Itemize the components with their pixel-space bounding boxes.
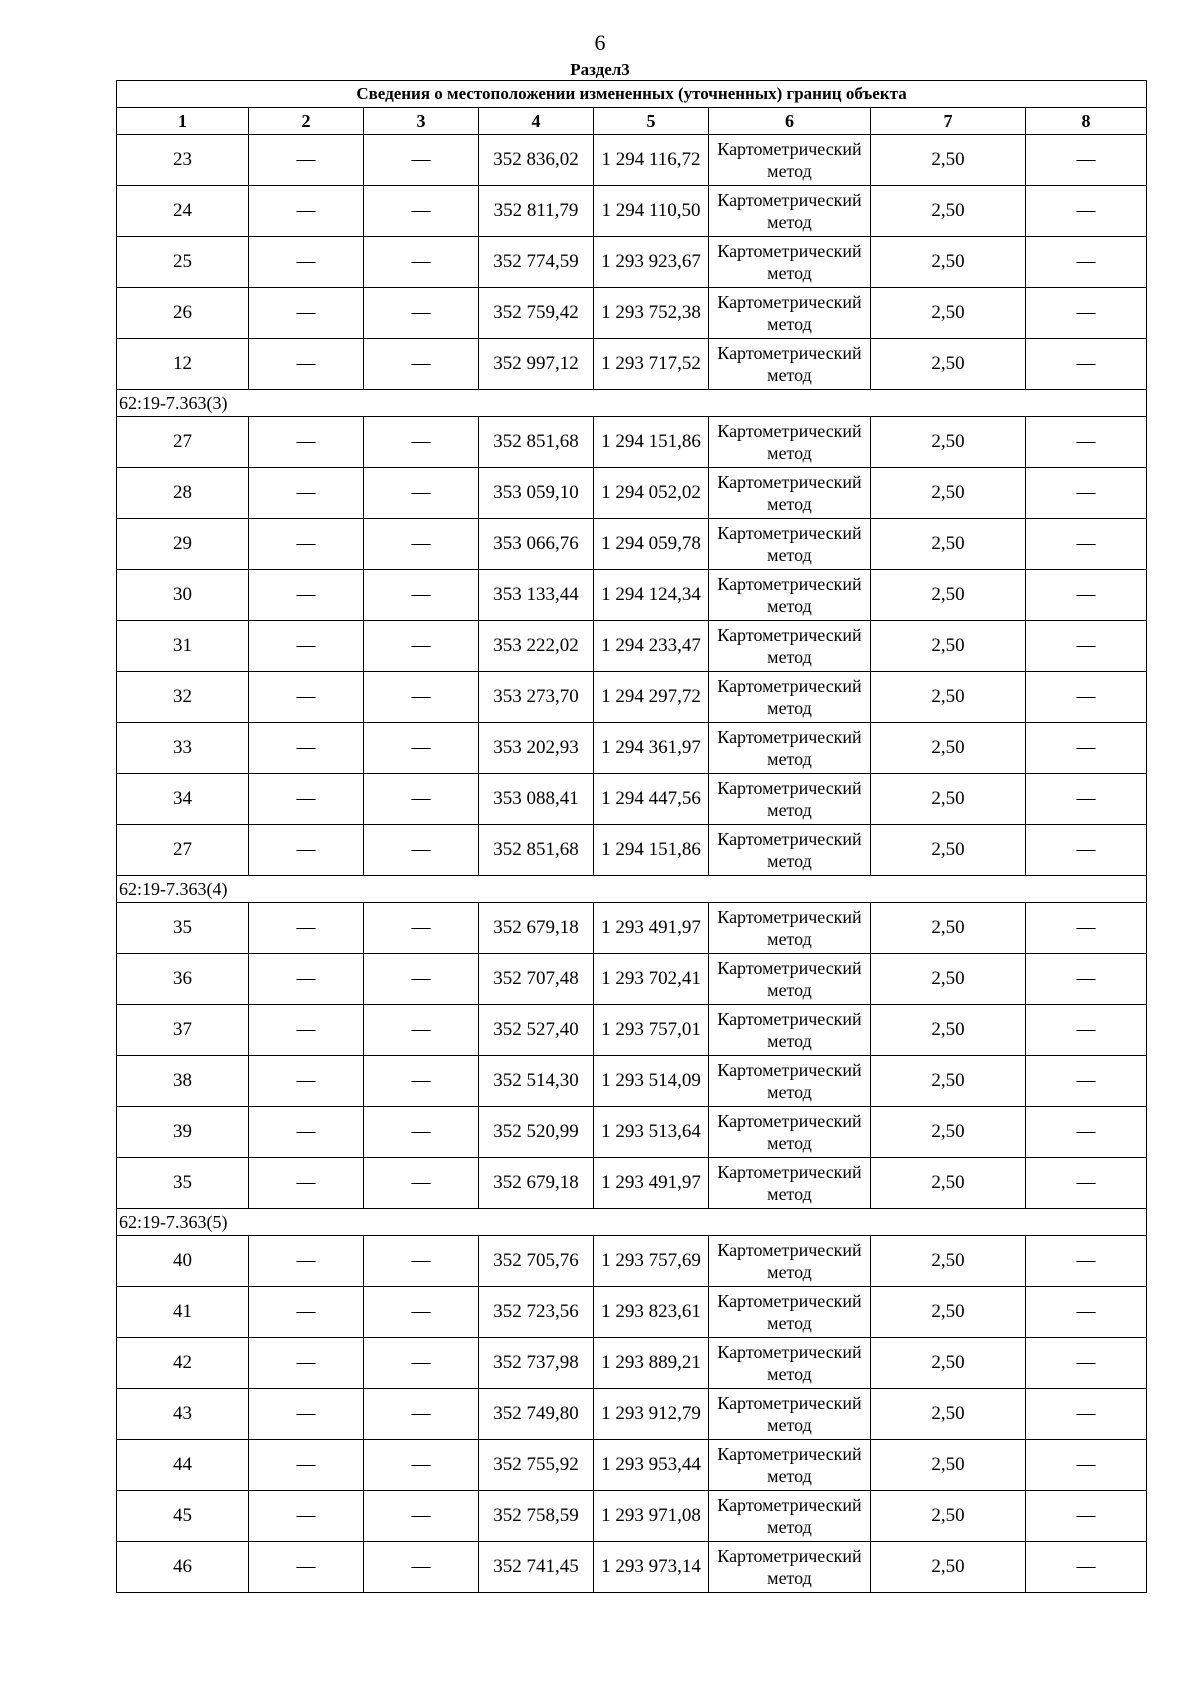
y-coordinate-cell: 1 294 297,72 [594,672,709,723]
point-number-cell: 46 [117,1542,249,1593]
point-number-cell: 41 [117,1287,249,1338]
column-2-cell: — [249,954,364,1005]
column-8-cell: — [1026,774,1147,825]
method-cell: Картометрический метод [709,1005,871,1056]
column-3-cell: — [364,519,479,570]
accuracy-cell: 2,50 [871,954,1026,1005]
x-coordinate-cell: 352 679,18 [479,1158,594,1209]
y-coordinate-cell: 1 293 912,79 [594,1389,709,1440]
column-8-cell: — [1026,1287,1147,1338]
table-row [117,1542,1147,1593]
column-number: 8 [1026,108,1147,135]
group-label: 62:19-7.363(3) [117,390,1147,417]
table-row [117,570,1147,621]
column-3-cell: — [364,723,479,774]
accuracy-cell: 2,50 [871,237,1026,288]
accuracy-cell: 2,50 [871,417,1026,468]
column-2-cell: — [249,1158,364,1209]
method-cell: Картометрический метод [709,1338,871,1389]
column-3-cell: — [364,825,479,876]
column-8-cell: — [1026,1005,1147,1056]
table-row [117,621,1147,672]
column-2-cell: — [249,1236,364,1287]
column-3-cell: — [364,903,479,954]
column-3-cell: — [364,1236,479,1287]
accuracy-cell: 2,50 [871,1338,1026,1389]
x-coordinate-cell: 353 202,93 [479,723,594,774]
table-row [117,135,1147,186]
table-row [117,774,1147,825]
column-3-cell: — [364,954,479,1005]
y-coordinate-cell: 1 293 717,52 [594,339,709,390]
column-2-cell: — [249,1287,364,1338]
y-coordinate-cell: 1 293 757,69 [594,1236,709,1287]
x-coordinate-cell: 352 723,56 [479,1287,594,1338]
column-3-cell: — [364,1491,479,1542]
point-number-cell: 25 [117,237,249,288]
accuracy-cell: 2,50 [871,672,1026,723]
point-number-cell: 31 [117,621,249,672]
method-cell: Картометрический метод [709,570,871,621]
column-2-cell: — [249,570,364,621]
group-header-row [117,1209,1147,1236]
column-8-cell: — [1026,903,1147,954]
table-row [117,723,1147,774]
x-coordinate-cell: 352 836,02 [479,135,594,186]
y-coordinate-cell: 1 294 052,02 [594,468,709,519]
method-cell: Картометрический метод [709,519,871,570]
column-3-cell: — [364,186,479,237]
column-8-cell: — [1026,1338,1147,1389]
column-8-cell: — [1026,1056,1147,1107]
column-number-row [117,108,1147,135]
method-cell: Картометрический метод [709,1056,871,1107]
point-number-cell: 42 [117,1338,249,1389]
x-coordinate-cell: 352 759,42 [479,288,594,339]
column-3-cell: — [364,1056,479,1107]
table-row [117,468,1147,519]
point-number-cell: 37 [117,1005,249,1056]
coordinates-table [116,80,1147,1593]
method-cell: Картометрический метод [709,237,871,288]
y-coordinate-cell: 1 293 889,21 [594,1338,709,1389]
point-number-cell: 39 [117,1107,249,1158]
column-2-cell: — [249,135,364,186]
column-8-cell: — [1026,1542,1147,1593]
method-cell: Картометрический метод [709,1389,871,1440]
column-3-cell: — [364,417,479,468]
point-number-cell: 27 [117,417,249,468]
column-2-cell: — [249,1107,364,1158]
table-row [117,339,1147,390]
column-2-cell: — [249,1338,364,1389]
column-2-cell: — [249,186,364,237]
point-number-cell: 40 [117,1236,249,1287]
method-cell: Картометрический метод [709,903,871,954]
table-row [117,1338,1147,1389]
column-3-cell: — [364,1338,479,1389]
point-number-cell: 35 [117,1158,249,1209]
x-coordinate-cell: 353 059,10 [479,468,594,519]
table-row [117,1491,1147,1542]
column-8-cell: — [1026,954,1147,1005]
column-2-cell: — [249,621,364,672]
point-number-cell: 44 [117,1440,249,1491]
table-row [117,1005,1147,1056]
column-2-cell: — [249,339,364,390]
group-label: 62:19-7.363(5) [117,1209,1147,1236]
group-header-row [117,390,1147,417]
method-cell: Картометрический метод [709,1158,871,1209]
column-8-cell: — [1026,621,1147,672]
table-row [117,1236,1147,1287]
column-number: 3 [364,108,479,135]
column-2-cell: — [249,723,364,774]
method-cell: Картометрический метод [709,825,871,876]
column-2-cell: — [249,774,364,825]
accuracy-cell: 2,50 [871,1158,1026,1209]
point-number-cell: 35 [117,903,249,954]
y-coordinate-cell: 1 294 059,78 [594,519,709,570]
column-3-cell: — [364,135,479,186]
column-number: 5 [594,108,709,135]
table-row [117,1158,1147,1209]
column-8-cell: — [1026,288,1147,339]
column-number: 1 [117,108,249,135]
x-coordinate-cell: 352 851,68 [479,417,594,468]
column-2-cell: — [249,1005,364,1056]
column-3-cell: — [364,621,479,672]
y-coordinate-cell: 1 293 973,14 [594,1542,709,1593]
point-number-cell: 30 [117,570,249,621]
point-number-cell: 26 [117,288,249,339]
column-8-cell: — [1026,135,1147,186]
column-2-cell: — [249,288,364,339]
x-coordinate-cell: 352 707,48 [479,954,594,1005]
x-coordinate-cell: 352 811,79 [479,186,594,237]
column-3-cell: — [364,1005,479,1056]
table-row [117,1287,1147,1338]
y-coordinate-cell: 1 293 491,97 [594,903,709,954]
method-cell: Картометрический метод [709,954,871,1005]
column-3-cell: — [364,237,479,288]
table-row [117,417,1147,468]
column-8-cell: — [1026,723,1147,774]
column-8-cell: — [1026,237,1147,288]
method-cell: Картометрический метод [709,1107,871,1158]
column-2-cell: — [249,519,364,570]
column-3-cell: — [364,1107,479,1158]
y-coordinate-cell: 1 293 953,44 [594,1440,709,1491]
x-coordinate-cell: 352 705,76 [479,1236,594,1287]
page-number: 6 [594,30,606,55]
point-number-cell: 12 [117,339,249,390]
column-3-cell: — [364,1542,479,1593]
column-3-cell: — [364,1158,479,1209]
accuracy-cell: 2,50 [871,903,1026,954]
y-coordinate-cell: 1 293 757,01 [594,1005,709,1056]
column-8-cell: — [1026,1236,1147,1287]
point-number-cell: 38 [117,1056,249,1107]
table-row [117,1440,1147,1491]
column-8-cell: — [1026,417,1147,468]
accuracy-cell: 2,50 [871,468,1026,519]
table-row [117,1107,1147,1158]
accuracy-cell: 2,50 [871,1287,1026,1338]
column-3-cell: — [364,1440,479,1491]
method-cell: Картометрический метод [709,339,871,390]
column-2-cell: — [249,825,364,876]
y-coordinate-cell: 1 293 752,38 [594,288,709,339]
y-coordinate-cell: 1 293 491,97 [594,1158,709,1209]
column-2-cell: — [249,1056,364,1107]
x-coordinate-cell: 353 088,41 [479,774,594,825]
y-coordinate-cell: 1 294 110,50 [594,186,709,237]
y-coordinate-cell: 1 294 151,86 [594,825,709,876]
x-coordinate-cell: 353 066,76 [479,519,594,570]
table-title-row [117,81,1147,108]
column-2-cell: — [249,1542,364,1593]
point-number-cell: 33 [117,723,249,774]
column-number: 2 [249,108,364,135]
column-number: 4 [479,108,594,135]
column-8-cell: — [1026,1107,1147,1158]
y-coordinate-cell: 1 293 923,67 [594,237,709,288]
x-coordinate-cell: 353 222,02 [479,621,594,672]
table-row [117,903,1147,954]
point-number-cell: 32 [117,672,249,723]
accuracy-cell: 2,50 [871,1491,1026,1542]
point-number-cell: 45 [117,1491,249,1542]
y-coordinate-cell: 1 293 702,41 [594,954,709,1005]
column-2-cell: — [249,1491,364,1542]
x-coordinate-cell: 352 737,98 [479,1338,594,1389]
x-coordinate-cell: 352 851,68 [479,825,594,876]
section-label: Раздел3 [570,60,630,79]
column-2-cell: — [249,1389,364,1440]
accuracy-cell: 2,50 [871,1236,1026,1287]
accuracy-cell: 2,50 [871,825,1026,876]
accuracy-cell: 2,50 [871,1542,1026,1593]
y-coordinate-cell: 1 293 514,09 [594,1056,709,1107]
accuracy-cell: 2,50 [871,1107,1026,1158]
column-3-cell: — [364,339,479,390]
table-row [117,672,1147,723]
x-coordinate-cell: 352 514,30 [479,1056,594,1107]
method-cell: Картометрический метод [709,774,871,825]
y-coordinate-cell: 1 294 124,34 [594,570,709,621]
method-cell: Картометрический метод [709,186,871,237]
method-cell: Картометрический метод [709,1236,871,1287]
method-cell: Картометрический метод [709,1491,871,1542]
x-coordinate-cell: 352 527,40 [479,1005,594,1056]
accuracy-cell: 2,50 [871,1389,1026,1440]
accuracy-cell: 2,50 [871,1005,1026,1056]
column-3-cell: — [364,672,479,723]
method-cell: Картометрический метод [709,468,871,519]
table-row [117,519,1147,570]
method-cell: Картометрический метод [709,135,871,186]
x-coordinate-cell: 352 741,45 [479,1542,594,1593]
method-cell: Картометрический метод [709,1440,871,1491]
point-number-cell: 23 [117,135,249,186]
point-number-cell: 36 [117,954,249,1005]
x-coordinate-cell: 352 755,92 [479,1440,594,1491]
accuracy-cell: 2,50 [871,135,1026,186]
x-coordinate-cell: 352 520,99 [479,1107,594,1158]
column-2-cell: — [249,417,364,468]
table-row [117,954,1147,1005]
table-title: Сведения о местоположении измененных (уточненных) границ объекта [117,81,1147,108]
column-3-cell: — [364,570,479,621]
method-cell: Картометрический метод [709,417,871,468]
accuracy-cell: 2,50 [871,723,1026,774]
point-number-cell: 24 [117,186,249,237]
table-row [117,825,1147,876]
method-cell: Картометрический метод [709,1542,871,1593]
column-8-cell: — [1026,1389,1147,1440]
method-cell: Картометрический метод [709,621,871,672]
point-number-cell: 28 [117,468,249,519]
group-header-row [117,876,1147,903]
point-number-cell: 34 [117,774,249,825]
column-8-cell: — [1026,468,1147,519]
point-number-cell: 43 [117,1389,249,1440]
column-8-cell: — [1026,825,1147,876]
method-cell: Картометрический метод [709,1287,871,1338]
column-2-cell: — [249,672,364,723]
y-coordinate-cell: 1 293 513,64 [594,1107,709,1158]
x-coordinate-cell: 352 679,18 [479,903,594,954]
column-8-cell: — [1026,570,1147,621]
x-coordinate-cell: 352 749,80 [479,1389,594,1440]
accuracy-cell: 2,50 [871,186,1026,237]
y-coordinate-cell: 1 294 116,72 [594,135,709,186]
point-number-cell: 27 [117,825,249,876]
column-3-cell: — [364,774,479,825]
y-coordinate-cell: 1 294 361,97 [594,723,709,774]
accuracy-cell: 2,50 [871,570,1026,621]
table-body [117,135,1147,1593]
x-coordinate-cell: 353 133,44 [479,570,594,621]
column-2-cell: — [249,468,364,519]
column-8-cell: — [1026,519,1147,570]
accuracy-cell: 2,50 [871,621,1026,672]
column-8-cell: — [1026,672,1147,723]
column-3-cell: — [364,1389,479,1440]
column-3-cell: — [364,468,479,519]
method-cell: Картометрический метод [709,672,871,723]
table-row [117,1056,1147,1107]
column-number: 6 [709,108,871,135]
point-number-cell: 29 [117,519,249,570]
method-cell: Картометрический метод [709,723,871,774]
accuracy-cell: 2,50 [871,774,1026,825]
y-coordinate-cell: 1 294 447,56 [594,774,709,825]
column-number: 7 [871,108,1026,135]
column-8-cell: — [1026,1158,1147,1209]
table-row [117,288,1147,339]
y-coordinate-cell: 1 294 233,47 [594,621,709,672]
column-8-cell: — [1026,1440,1147,1491]
column-2-cell: — [249,1440,364,1491]
column-8-cell: — [1026,186,1147,237]
y-coordinate-cell: 1 294 151,86 [594,417,709,468]
accuracy-cell: 2,50 [871,288,1026,339]
accuracy-cell: 2,50 [871,519,1026,570]
column-2-cell: — [249,903,364,954]
table-row [117,1389,1147,1440]
column-8-cell: — [1026,339,1147,390]
x-coordinate-cell: 352 774,59 [479,237,594,288]
group-label: 62:19-7.363(4) [117,876,1147,903]
y-coordinate-cell: 1 293 823,61 [594,1287,709,1338]
x-coordinate-cell: 352 997,12 [479,339,594,390]
accuracy-cell: 2,50 [871,339,1026,390]
method-cell: Картометрический метод [709,288,871,339]
table-row [117,186,1147,237]
accuracy-cell: 2,50 [871,1440,1026,1491]
table-row [117,237,1147,288]
column-3-cell: — [364,1287,479,1338]
column-2-cell: — [249,237,364,288]
x-coordinate-cell: 353 273,70 [479,672,594,723]
column-3-cell: — [364,288,479,339]
column-8-cell: — [1026,1491,1147,1542]
y-coordinate-cell: 1 293 971,08 [594,1491,709,1542]
accuracy-cell: 2,50 [871,1056,1026,1107]
x-coordinate-cell: 352 758,59 [479,1491,594,1542]
